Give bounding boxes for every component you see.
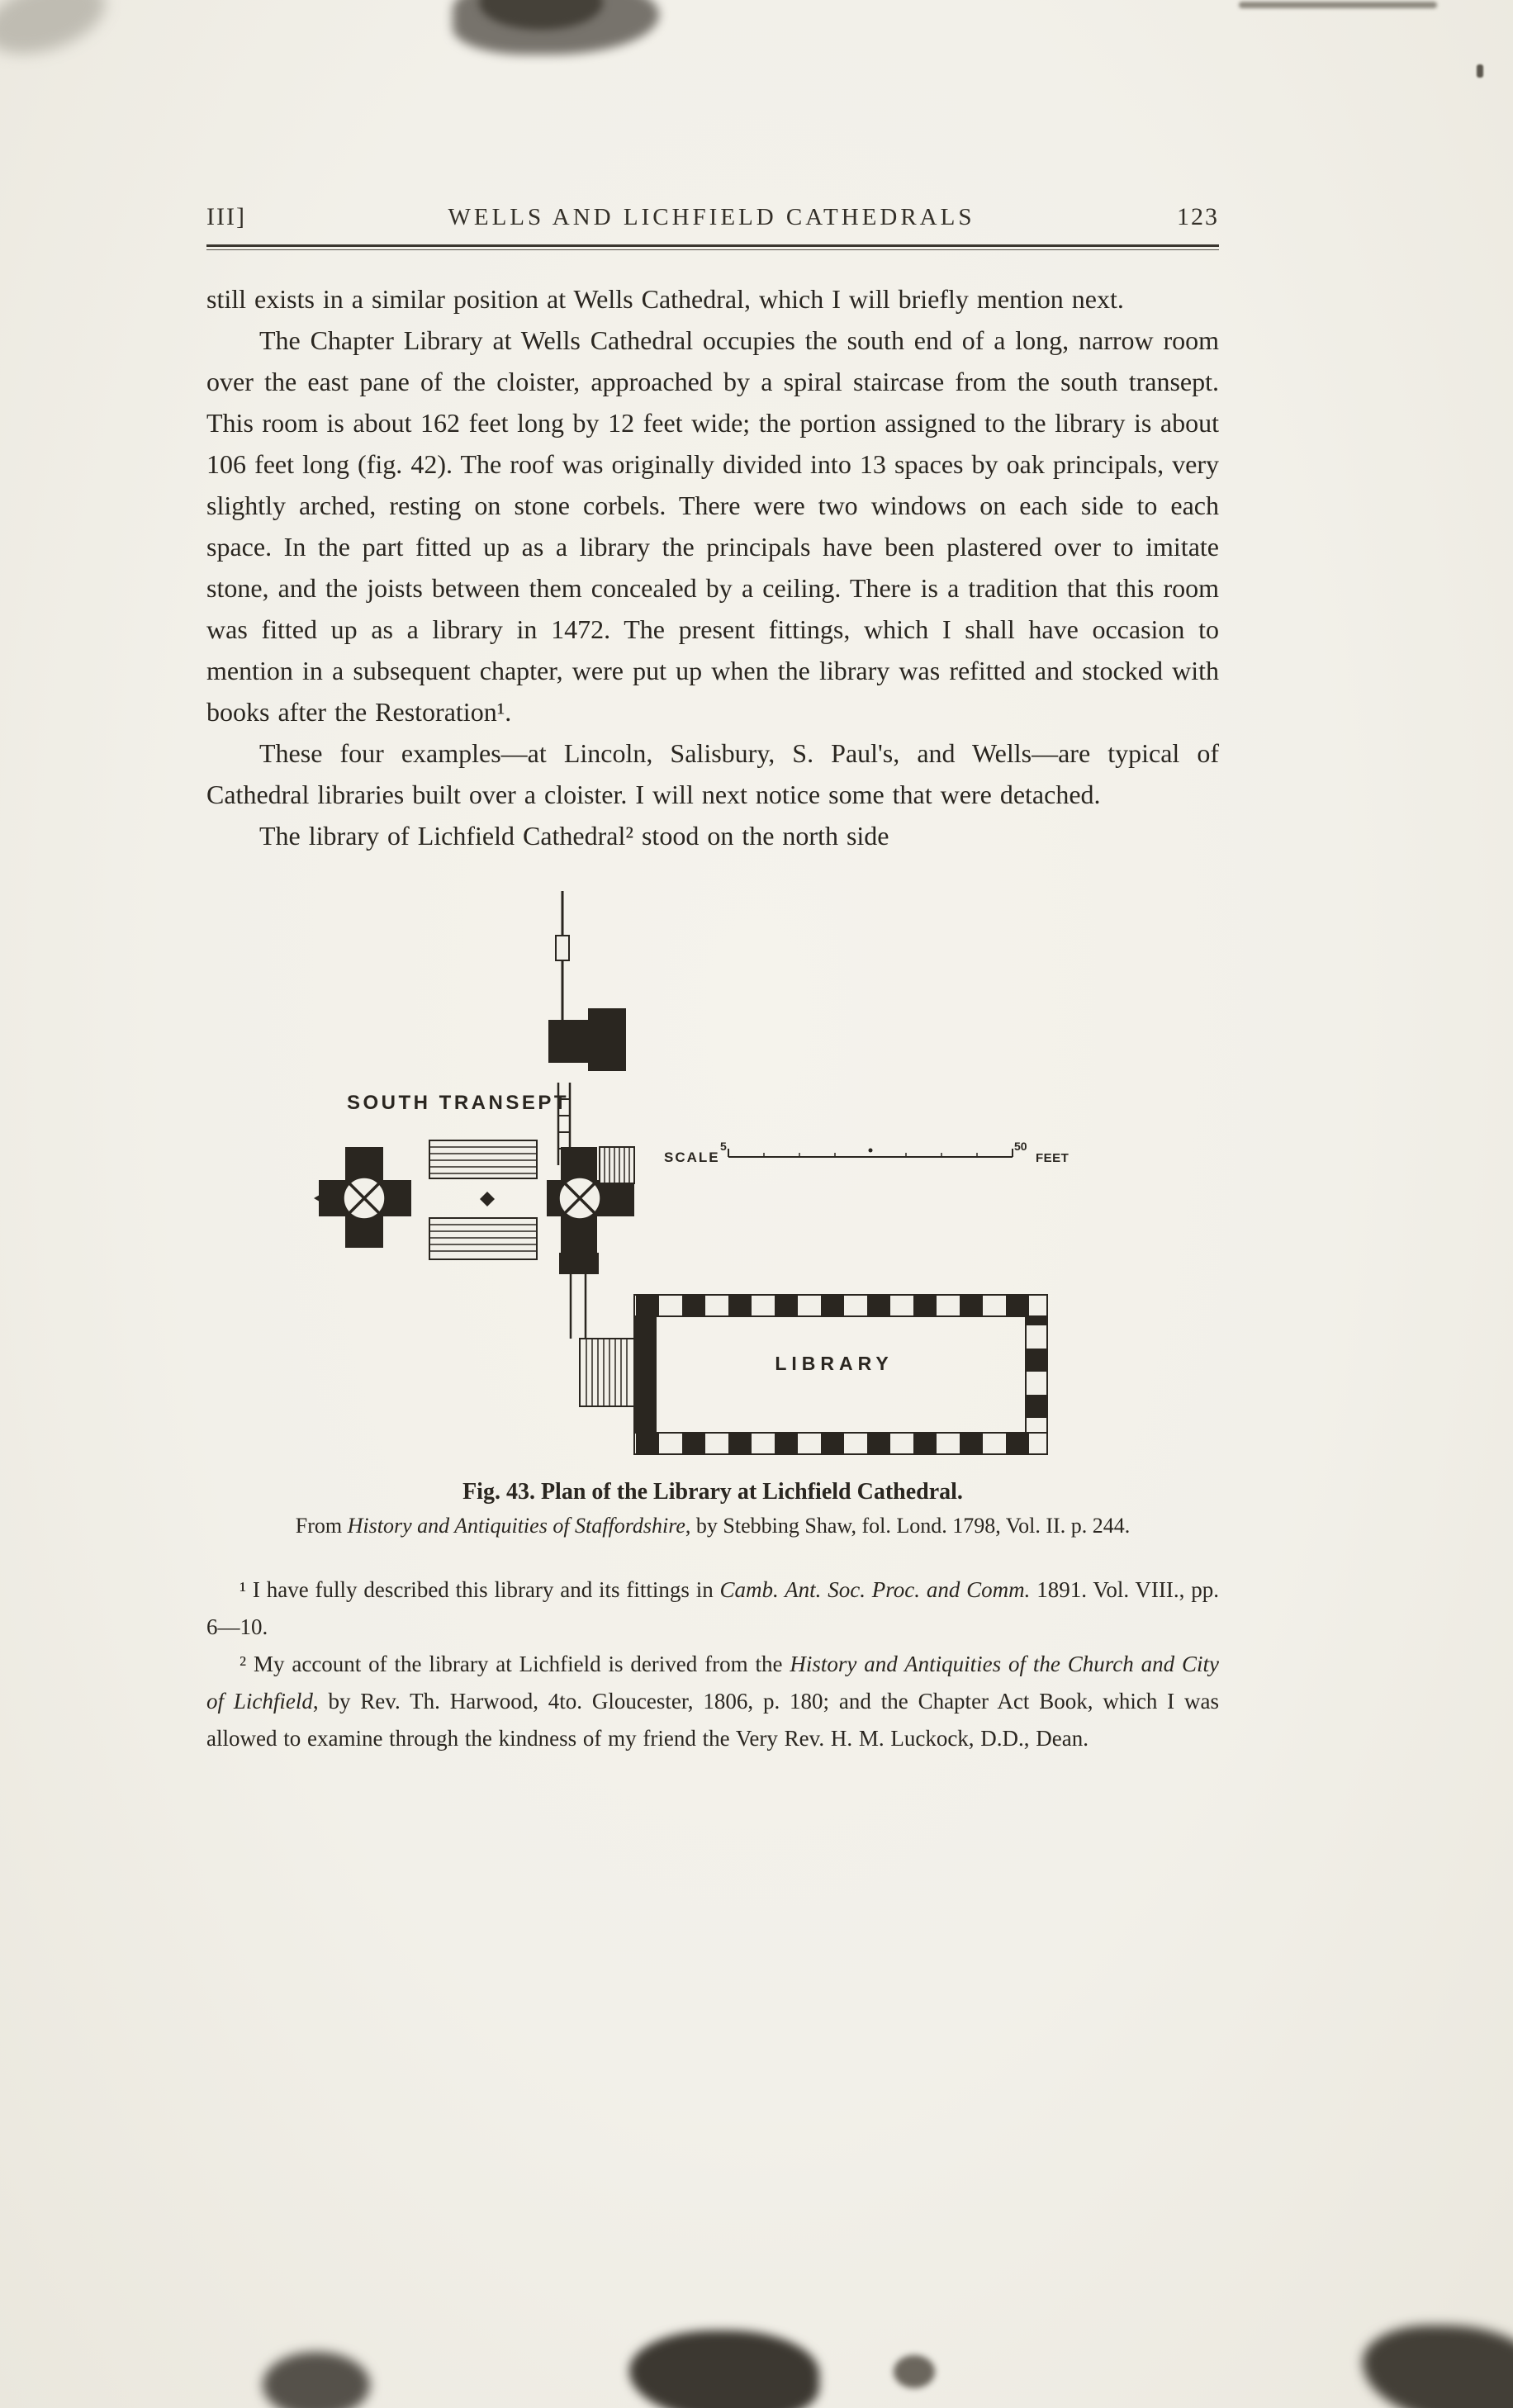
transept-plan <box>314 891 634 1339</box>
scale-feet-label: FEET <box>1036 1151 1070 1165</box>
header-rule <box>206 244 1219 250</box>
scale-bar <box>664 1140 1069 1165</box>
scan-artifact <box>629 2330 819 2408</box>
scan-artifact <box>1239 2 1437 8</box>
paragraph: The Chapter Library at Wells Cathedral occupies the south end of a long, narrow room over the east pane of the cloister, approached by a spiral staircase from the south transept. This room is about 162 feet long by 12 feet wide; the portion assigned to the library is about 106 feet long (fig. 42). The roof was originally divided into 13 spaces by oak principals, very slightly arched, resting on stone corbels. There were two windows on each side to each space. In the part fitted up as a library the principals have been plastered over to imitate stone, and the joists between them concealed by a ceiling. There is a tradition that this room was fitted up as a library in 1472. The present fittings, which I shall have occasion to mention in a subsequent chapter, were put up when the library was refitted and stocked with books after the Restoration¹. <box>206 325 1219 727</box>
scale-label: SCALE <box>664 1149 720 1165</box>
page-content <box>206 203 1219 1757</box>
scan-artifact <box>479 0 603 30</box>
chapter-number: III] <box>206 203 246 230</box>
running-title: WELLS AND LICHFIELD CATHEDRALS <box>448 204 975 230</box>
scale-fifty: 50 <box>1014 1140 1027 1153</box>
scan-artifact <box>453 0 659 55</box>
running-head <box>206 203 1219 231</box>
diamond-mark <box>480 1192 495 1206</box>
south-transept-label: SOUTH TRANSEPT <box>347 1092 570 1114</box>
scan-artifact <box>263 2352 370 2408</box>
figure-caption: Fig. 43. Plan of the Library at Lichfield Cathedral. <box>462 1479 963 1505</box>
scale-five: 5 <box>720 1140 727 1153</box>
footnote-1: ¹ I have fully described this library and its fittings in Camb. Ant. Soc. Proc. and Comm. 1891. Vol. VIII., pp. 6—10. <box>206 1577 1219 1639</box>
figure-plan-lichfield <box>206 886 1219 1538</box>
body-text <box>206 278 1219 856</box>
scan-artifact <box>0 0 114 67</box>
scan-artifact <box>1363 2325 1513 2408</box>
figure-caption-block <box>206 1479 1219 1538</box>
library-stair-hatch <box>580 1339 634 1406</box>
paragraph: These four examples—at Lincoln, Salisbury, S. Paul's, and Wells—are typical of Cathedral libraries built over a cloister. I will next notice some that were detached. <box>206 738 1219 809</box>
paragraph: The library of Lichfield Cathedral² stood on the north side <box>259 821 889 851</box>
page-number: 123 <box>1176 203 1219 230</box>
footnotes <box>206 1571 1219 1757</box>
paragraph: still exists in a similar position at Wells Cathedral, which I will briefly mention next. <box>206 284 1124 314</box>
library-plan <box>580 1295 1047 1454</box>
scan-artifact <box>894 2355 935 2388</box>
library-label: LIBRARY <box>775 1353 894 1374</box>
footnote-2: ² My account of the library at Lichfield is derived from the History and Antiquities of the Church and City of Lichfield, by Rev. Th. Harwood, 4to. Gloucester, 1806, p. 180; and the Chapter Act Book, which I was allowed to examine through the kindness of my friend the Very Rev. H. M. Luckock, D.D., Dean. <box>206 1652 1219 1751</box>
scan-artifact <box>1477 64 1483 78</box>
lichfield-plan-svg <box>312 886 1072 1464</box>
figure-source: From History and Antiquities of Staffordshire, by Stebbing Shaw, fol. Lond. 1798, Vol. II. p. 244. <box>295 1514 1131 1538</box>
plan-drawing <box>312 886 1072 1464</box>
